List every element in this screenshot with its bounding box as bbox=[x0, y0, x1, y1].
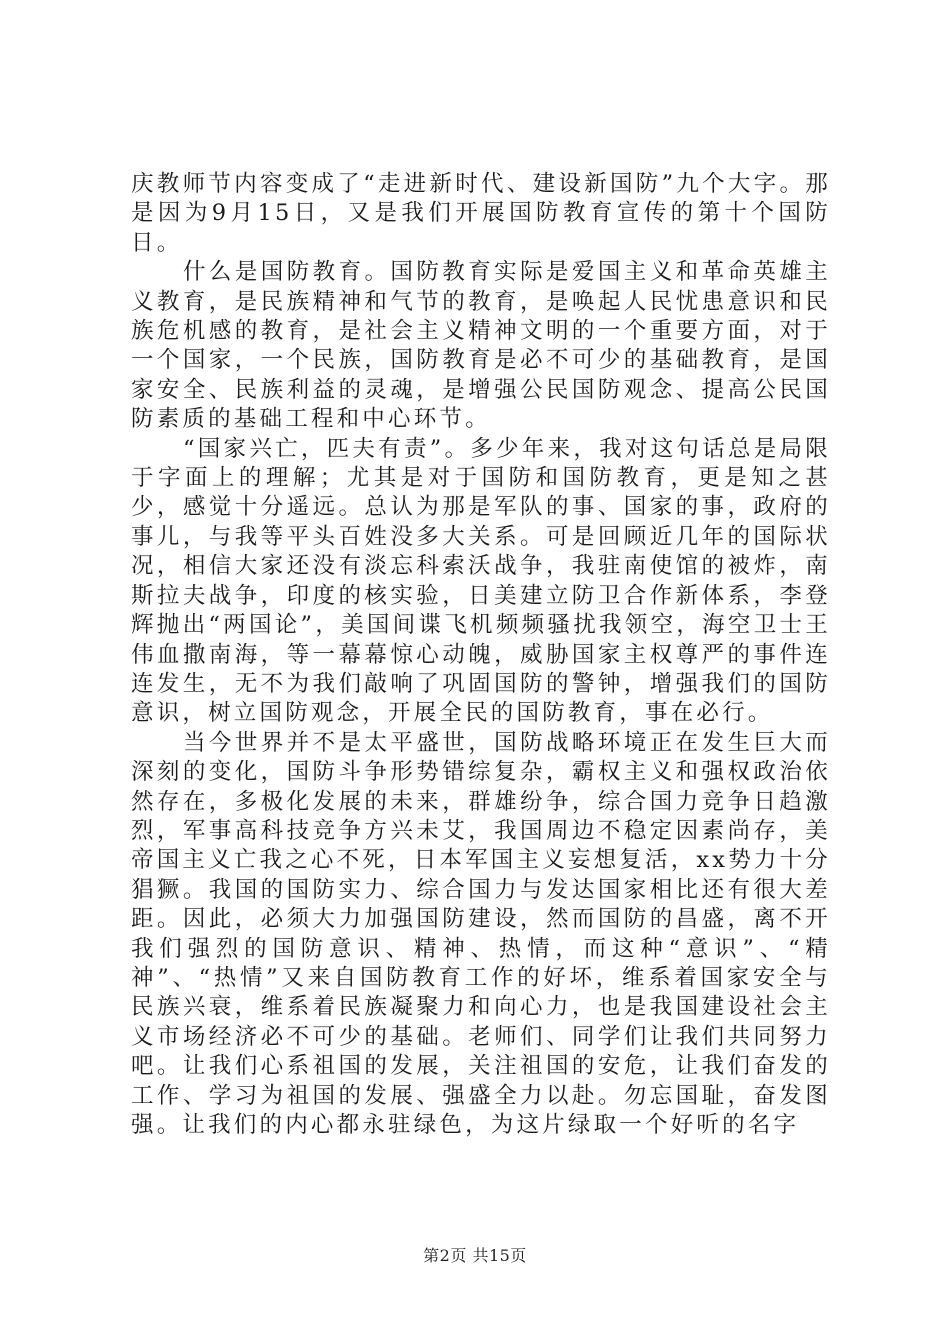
document-body bbox=[131, 170, 831, 1140]
paragraph-continuation: 庆教师节内容变成了“走进新时代、建设新国防”九个大字。那是因为9月15日，又是我们开展国防教育宣传的第十个国防日。 bbox=[131, 171, 831, 256]
paragraph-national-responsibility: “国家兴亡，匹夫有责”。多少年来，我对这句话总是局限于字面上的理解；尤其是对于国防和国防教育，更是知之甚少，感觉十分遥远。总认为那是军队的事、国家的事，政府的事儿，与我等平头百姓没多大关系。可是回顾近几年的国际状况，相信大家还没有淡忘科索沃战争，我驻南使馆的被炸，南斯拉夫战争，印度的核实验，日美建立防卫合作新体系，李登辉抛出“两国论”，美国间谍飞机频频骚扰我领空，海空卫士王伟血撒南海，等一幕幕惊心动魄，威胁国家主权尊严的事件连连发生，无不为我们敲响了巩固国防的警钟，增强我们的国防意识，树立国防观念，开展全民的国防教育，事在必行。 bbox=[131, 435, 831, 727]
paragraph-what-is-defense-education: 什么是国防教育。国防教育实际是爱国主义和革命英雄主义教育，是民族精神和气节的教育，是唤起人民忧患意识和民族危机感的教育，是社会主义精神文明的一个重要方面，对于一个国家，一个民族，国防教育是必不可少的基础教育，是国家安全、民族利益的灵魂，是增强公民国防观念、提高公民国防素质的基础工程和中心环节。 bbox=[131, 259, 831, 433]
page-number-footer: 第2页 共15页 bbox=[423, 1246, 527, 1265]
paragraph-world-situation: 当今世界并不是太平盛世，国防战略环境正在发生巨大而深刻的变化，国防斗争形势错综复杂，霸权主义和强权政治依然存在，多极化发展的未来，群雄纷争，综合国力竞争日趋激烈，军事高科技竞争方兴未艾，我国周边不稳定因素尚存，美帝国主义亡我之心不死，日本军国主义妄想复活，xx势力十分猖獗。我国的国防实力、综合国力与发达国家相比还有很大差距。因此，必须大力加强国防建设，然而国防的昌盛，离不开我们强烈的国防意识、精神、热情，而这种“意识”、“精神”、“热情”又来自国防教育工作的好坏，维系着国家安全与民族兴衰，维系着民族凝聚力和向心力，也是我国建设社会主义市场经济必不可少的基础。老师们、同学们让我们共同努力吧。让我们心系祖国的发展，关注祖国的安危，让我们奋发的工作、学习为祖国的发展、强盛全力以赴。勿忘国耻，奋发图强。让我们的内心都永驻绿色，为这片绿取一个好听的名字 bbox=[131, 729, 831, 1138]
